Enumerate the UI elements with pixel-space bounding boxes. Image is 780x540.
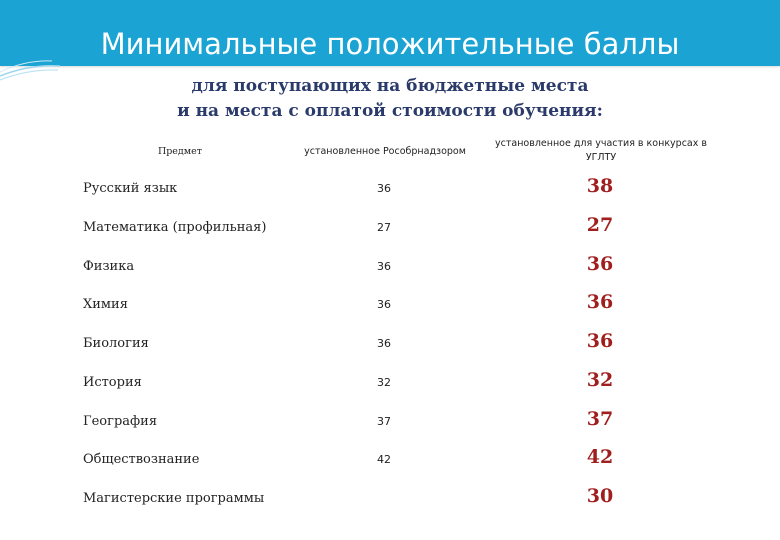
rosobr-score: 36 bbox=[377, 260, 391, 273]
subject-name: Обществознание bbox=[83, 452, 200, 467]
column-header-rosobr: установленное Рособрнадзором bbox=[304, 146, 466, 157]
table-row bbox=[0, 485, 780, 515]
subtitle-line-1: для поступающих на бюджетные места bbox=[191, 76, 589, 96]
table-row bbox=[0, 253, 780, 283]
rosobr-score: 32 bbox=[377, 376, 391, 389]
uglt-score: 37 bbox=[586, 408, 614, 430]
uglt-score: 42 bbox=[586, 446, 614, 468]
column-header-subject: Предмет bbox=[157, 146, 203, 157]
uglt-score: 27 bbox=[586, 214, 614, 236]
rosobr-score: 36 bbox=[377, 337, 391, 350]
subject-name: Биология bbox=[83, 336, 149, 351]
uglt-score: 36 bbox=[586, 330, 614, 352]
uglt-score: 32 bbox=[586, 369, 614, 391]
rosobr-score: 27 bbox=[377, 221, 391, 234]
table-row bbox=[0, 408, 780, 438]
subject-name: География bbox=[83, 414, 158, 429]
uglt-score: 30 bbox=[586, 485, 614, 507]
subject-name: Физика bbox=[83, 259, 135, 274]
page-title: Минимальные положительные баллы bbox=[100, 27, 680, 61]
table-row bbox=[0, 369, 780, 399]
table-row bbox=[0, 175, 780, 205]
rosobr-score: 36 bbox=[377, 298, 391, 311]
table-row bbox=[0, 214, 780, 244]
subject-name: Русский язык bbox=[83, 181, 178, 196]
subject-name: Математика (профильная) bbox=[83, 220, 267, 235]
subtitle-line-2: и на места с оплатой стоимости обучения: bbox=[177, 101, 603, 121]
uglt-score: 36 bbox=[586, 291, 614, 313]
subject-name: Магистерские программы bbox=[83, 491, 265, 506]
table-row bbox=[0, 330, 780, 360]
rosobr-score: 37 bbox=[377, 415, 391, 428]
table-row bbox=[0, 446, 780, 476]
uglt-score: 36 bbox=[586, 253, 614, 275]
subject-name: Химия bbox=[83, 297, 128, 312]
column-header-uglt: установленное для участия в конкурсах в УГЛТУ bbox=[495, 138, 707, 163]
uglt-score: 38 bbox=[586, 175, 614, 197]
subject-name: История bbox=[83, 375, 142, 390]
rosobr-score: 36 bbox=[377, 182, 391, 195]
table-row bbox=[0, 291, 780, 321]
rosobr-score: 42 bbox=[377, 453, 391, 466]
